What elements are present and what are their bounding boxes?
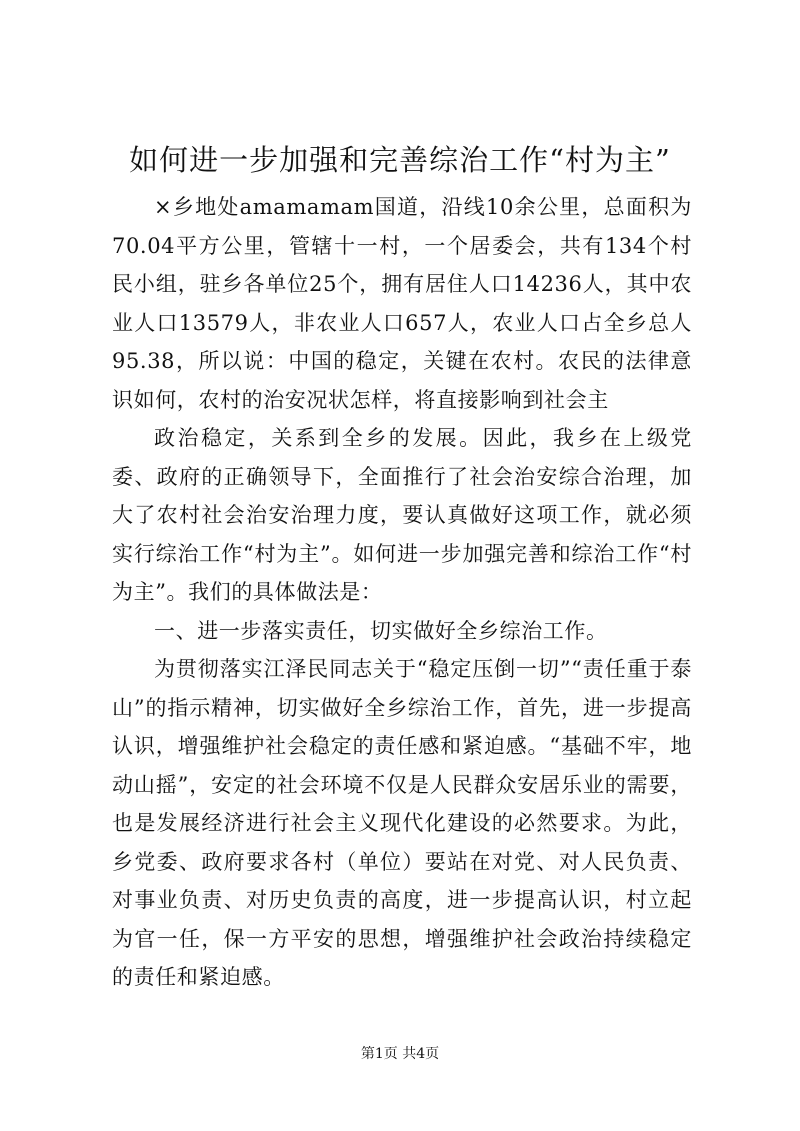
document-title: 如何进一步加强和完善综治工作“村为主” bbox=[129, 143, 671, 177]
paragraph-politics: 政治稳定，关系到全乡的发展。因此，我乡在上级党委、政府的正确领导下，全面推行了社会治安综合治理，加大了农村社会治安治理力度，要认真做好这项工作，就必须实行综治工作“村为主”。如何进一步加强完善和综治工作“村为主”。我们的具体做法是： bbox=[112, 426, 692, 604]
section-heading-1: 一、进一步落实责任，切实做好全乡综治工作。 bbox=[154, 618, 608, 643]
page-number: 第1页 共4页 bbox=[360, 1046, 440, 1062]
document-body bbox=[112, 188, 692, 997]
paragraph-intro: ×乡地处amamamam国道，沿线10余公里，总面积为70.04平方公里，管辖十一村，一个居委会，共有134个村民小组，驻乡各单位25个，拥有居住人口14236人，其中农业人口13579人，非农业人口657人，农业人口占全乡总人95.38，所以说：中国的稳定，关键在农村。农民的法律意识如何，农村的治安况状怎样，将直接影响到社会主 bbox=[112, 195, 692, 412]
paragraph-responsibility: 为贯彻落实江泽民同志关于“稳定压倒一切”“责任重于泰山”的指示精神，切实做好全乡综治工作，首先，进一步提高认识，增强维护社会稳定的责任感和紧迫感。“基础不牢，地动山摇”，安定的社会环境不仅是人民群众安居乐业的需要，也是发展经济进行社会主义现代化建设的必然要求。为此，乡党委、政府要求各村（单位）要站在对党、对人民负责、对事业负责、对历史负责的高度，进一步提高认识，村立起为官一任，保一方平安的思想，增强维护社会政治持续稳定的责任和紧迫感。 bbox=[112, 657, 692, 989]
